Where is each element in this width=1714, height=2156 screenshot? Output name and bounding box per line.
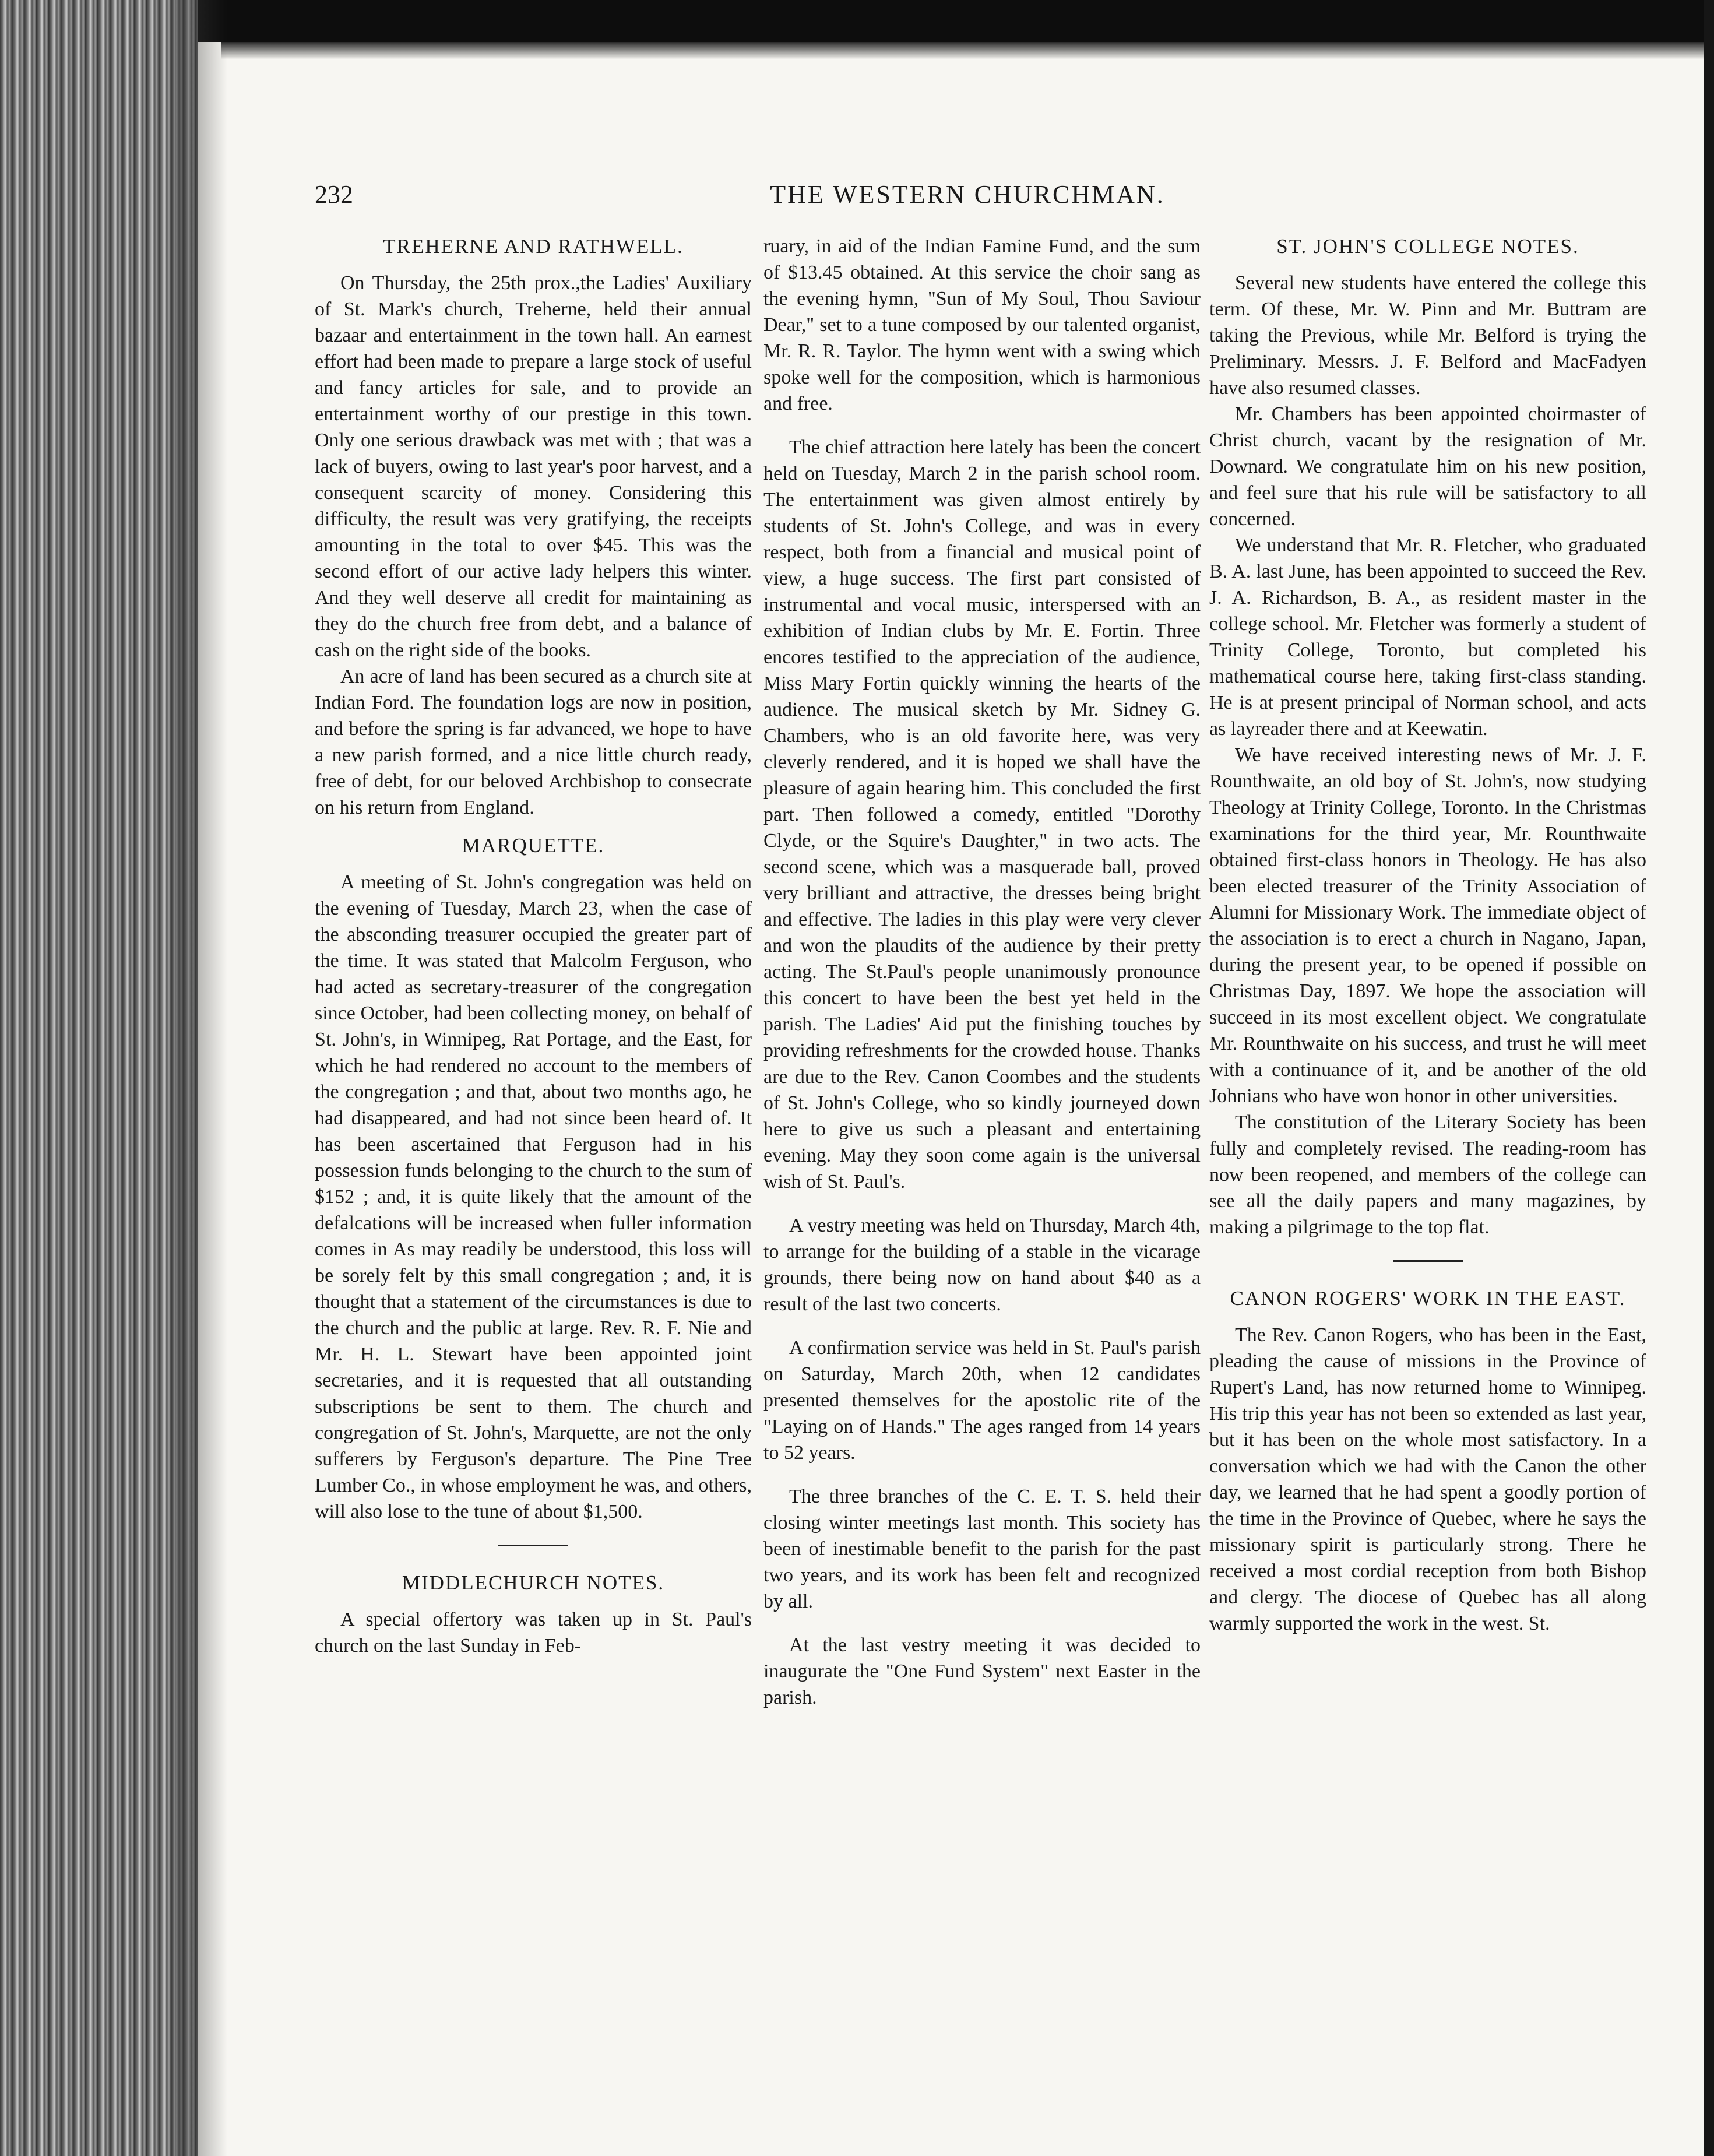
scan-top-border [0, 0, 1714, 42]
heading-middlechurch: MIDDLECHURCH NOTES. [402, 1571, 665, 1594]
running-head: THE WESTERN CHURCHMAN. [770, 180, 1165, 209]
book-binding-edge [0, 0, 198, 2156]
heading-marquette: MARQUETTE. [462, 834, 605, 857]
column-left [315, 233, 752, 1659]
article-paragraph: A vestry meeting was held on Thursday, March 4th, to arrange for the building of a stable in the vicarage grounds, there being now on hand about $40 as a result of the last two concerts. [763, 1215, 1201, 1315]
article-paragraph: On Thursday, the 25th prox.,the Ladies' Auxiliary of St. Mark's church, Treherne, held their annual bazaar and entertainment in the town hall. An earnest effort had been made to prepare a large stock of useful and fancy articles for sale, and to provide an entertainment worthy of our prestige in this town. Only one serious drawback was met with ; that was a lack of buyers, owing to last year's poor harvest, and a consequent scarcity of money. Considering this difficulty, the result was very gratifying, the receipts amounting in the total to over $45. This was the second effort of our active lady helpers this winter. And they well deserve all credit for maintaining as they do the church free from debt, and a balance of cash on the right side of the books. [315, 272, 752, 661]
section-rule [498, 1545, 568, 1546]
section-rule [1393, 1260, 1463, 1262]
article-paragraph: Mr. Chambers has been appointed choirmaster of Christ church, vacant by the resignation of Mr. Downard. We congratulate him on his new position, and feel sure that his rule will be satisfactory to all concerned. [1209, 403, 1646, 530]
heading-canon-rogers: CANON ROGERS' WORK IN THE EAST. [1230, 1287, 1626, 1310]
article-paragraph: ruary, in aid of the Indian Famine Fund, and the sum of $13.45 obtained. At this service the choir sang as the evening hymn, "Sun of My Soul, Thou Saviour Dear," set to a tune composed by our talented organist, Mr. R. R. Taylor. The hymn went with a swing which spoke well for the composition, which is harmonious and free. [763, 235, 1201, 414]
scan-top-shadow [221, 42, 1714, 59]
article-paragraph: We have received interesting news of Mr. J. F. Rounthwaite, an old boy of St. John's, now studying Theology at Trinity College, Toronto. In the Christmas examinations for the third year, Mr. Rounthwaite obtained first-class honors in Theology. He has also been elected treasurer of the Trinity Association of Alumni for Missionary Work. The immediate object of the association is to erect a church in Nagano, Japan, during the present year, to be opened if possible on Christmas Day, 1897. We hope the association will succeed in its most excellent object. We congratulate Mr. Rounthwaite on his success, and trust he will meet with a continuance of it, and be another of the old Johnians who have won honor in other universities. [1209, 744, 1646, 1107]
article-paragraph: The three branches of the C. E. T. S. held their closing winter meetings last month. This society has been of inestimable benefit to the parish for the past two years, and its work has been felt and recognized by all. [763, 1486, 1201, 1612]
article-paragraph: We understand that Mr. R. Fletcher, who graduated B. A. last June, has been appointed to succeed the Rev. J. A. Richardson, B. A., as resident master in the college school. Mr. Fletcher was formerly a student of Trinity College, Toronto, but completed his mathematical course here, taking first-class standing. He is at present principal of Norman school, and acts as layreader there and at Keewatin. [1209, 534, 1646, 740]
article-paragraph: The constitution of the Literary Society has been fully and completely revised. The reading-room has now been reopened, and members of the college can see all the daily papers and many magazines, by making a pilgrimage to the top flat. [1209, 1112, 1646, 1238]
article-paragraph: At the last vestry meeting it was decided to inaugurate the "One Fund System" next Easter in the parish. [763, 1634, 1201, 1708]
article-paragraph: An acre of land has been secured as a church site at Indian Ford. The foundation logs are now in position, and before the spring is far advanced, we hope to have a new parish formed, and a nice little church ready, free of debt, for our beloved Archbishop to consecrate on his return from England. [315, 666, 752, 818]
article-paragraph: A meeting of St. John's congregation was held on the evening of Tuesday, March 23, when the case of the absconding treasurer occupied the greater part of the time. It was stated that Malcolm Ferguson, who had acted as secretary-treasurer of the congregation since October, had been collecting money, on behalf of St. John's, in Winnipeg, Rat Portage, and the East, for which he had rendered no account to the members of the congregation ; and that, about two months ago, he had disappeared, and had not since been heard of. It has been ascertained that Ferguson had in his possession funds belonging to the church to the sum of $152 ; and, it is quite likely that the amount of the defalcations will be increased when fuller information comes in As may readily be understood, this loss will be sorely felt by this small congregation ; and, it is thought that a statement of the circumstances is due to the church and the public at large. Rev. R. F. Nie and Mr. H. L. Stewart have been appointed joint secretaries, and it is requested that all outstanding subscriptions be sent to them. The church and congregation of St. John's, Marquette, are not the only sufferers by Ferguson's departure. The Pine Tree Lumber Co., in whose employment he was, and others, will also lose to the tune of about $1,500. [315, 871, 752, 1522]
page-number: 232 [315, 180, 353, 209]
article-paragraph: A confirmation service was held in St. Paul's parish on Saturday, March 20th, when 12 candidates presented themselves for the apostolic rite of the "Laying on of Hands." The ages ranged from 14 years to 52 years. [763, 1337, 1201, 1464]
article-paragraph: Several new students have entered the college this term. Of these, Mr. W. Pinn and Mr. Buttram are taking the Previous, while Mr. Belford is trying the Preliminary. Messrs. J. F. Belford and MacFadyen have also resumed classes. [1209, 272, 1646, 399]
article-paragraph: A special offertory was taken up in St. Paul's church on the last Sunday in Feb- [315, 1609, 752, 1656]
column-right [1209, 233, 1646, 1637]
binding-shadow [175, 0, 227, 2156]
column-middle [763, 233, 1201, 1711]
scan-right-border [1704, 0, 1714, 2156]
article-paragraph: The Rev. Canon Rogers, who has been in the East, pleading the cause of missions in the Province of Rupert's Land, has now returned home to Winnipeg. His trip this year has not been so extended as last year, but it has been on the whole most satisfactory. In a conversation which we had with the Canon the other day, we learned that he had spent a goodly portion of the time in the Province of Quebec, where he says the missionary spirit is particularly strong. There he received a most cordial reception from both Bishop and clergy. The diocese of Quebec has all along warmly supported the work in the west. St. [1209, 1324, 1646, 1634]
heading-treherne: TREHERNE AND RATHWELL. [383, 235, 684, 258]
heading-college-notes: ST. JOHN'S COLLEGE NOTES. [1276, 235, 1579, 258]
article-paragraph: The chief attraction here lately has been the concert held on Tuesday, March 2 in the parish school room. The entertainment was given almost entirely by students of St. John's College, and was in every respect, both from a financial and musical point of view, a huge success. The first part consisted of instrumental and vocal music, interspersed with an exhibition of Indian clubs by Mr. E. Fortin. Three encores testified to the appreciation of the audience, Miss Mary Fortin quickly winning the hearts of the audience. The musical sketch by Mr. Sidney G. Chambers, who is an old favorite here, was very cleverly rendered, and it is hoped we shall have the pleasure of again hearing him. This concluded the first part. Then followed a comedy, entitled "Dorothy Clyde, or the Squire's Daughter," in two acts. The second scene, which was a masquerade ball, proved very brilliant and attractive, the dresses being bright and effective. The ladies in this play were very clever and won the plaudits of the audience by their pretty acting. The St.Paul's people unanimously pronounce this concert to have been the best yet held in the parish. The Ladies' Aid put the finishing touches by providing refreshments for the crowded house. Thanks are due to the Rev. Canon Coombes and the students of St. John's College, who so kindly journeyed down here to give us such a pleasant and entertaining evening. May they soon come again is the universal wish of St. Paul's. [763, 437, 1201, 1193]
